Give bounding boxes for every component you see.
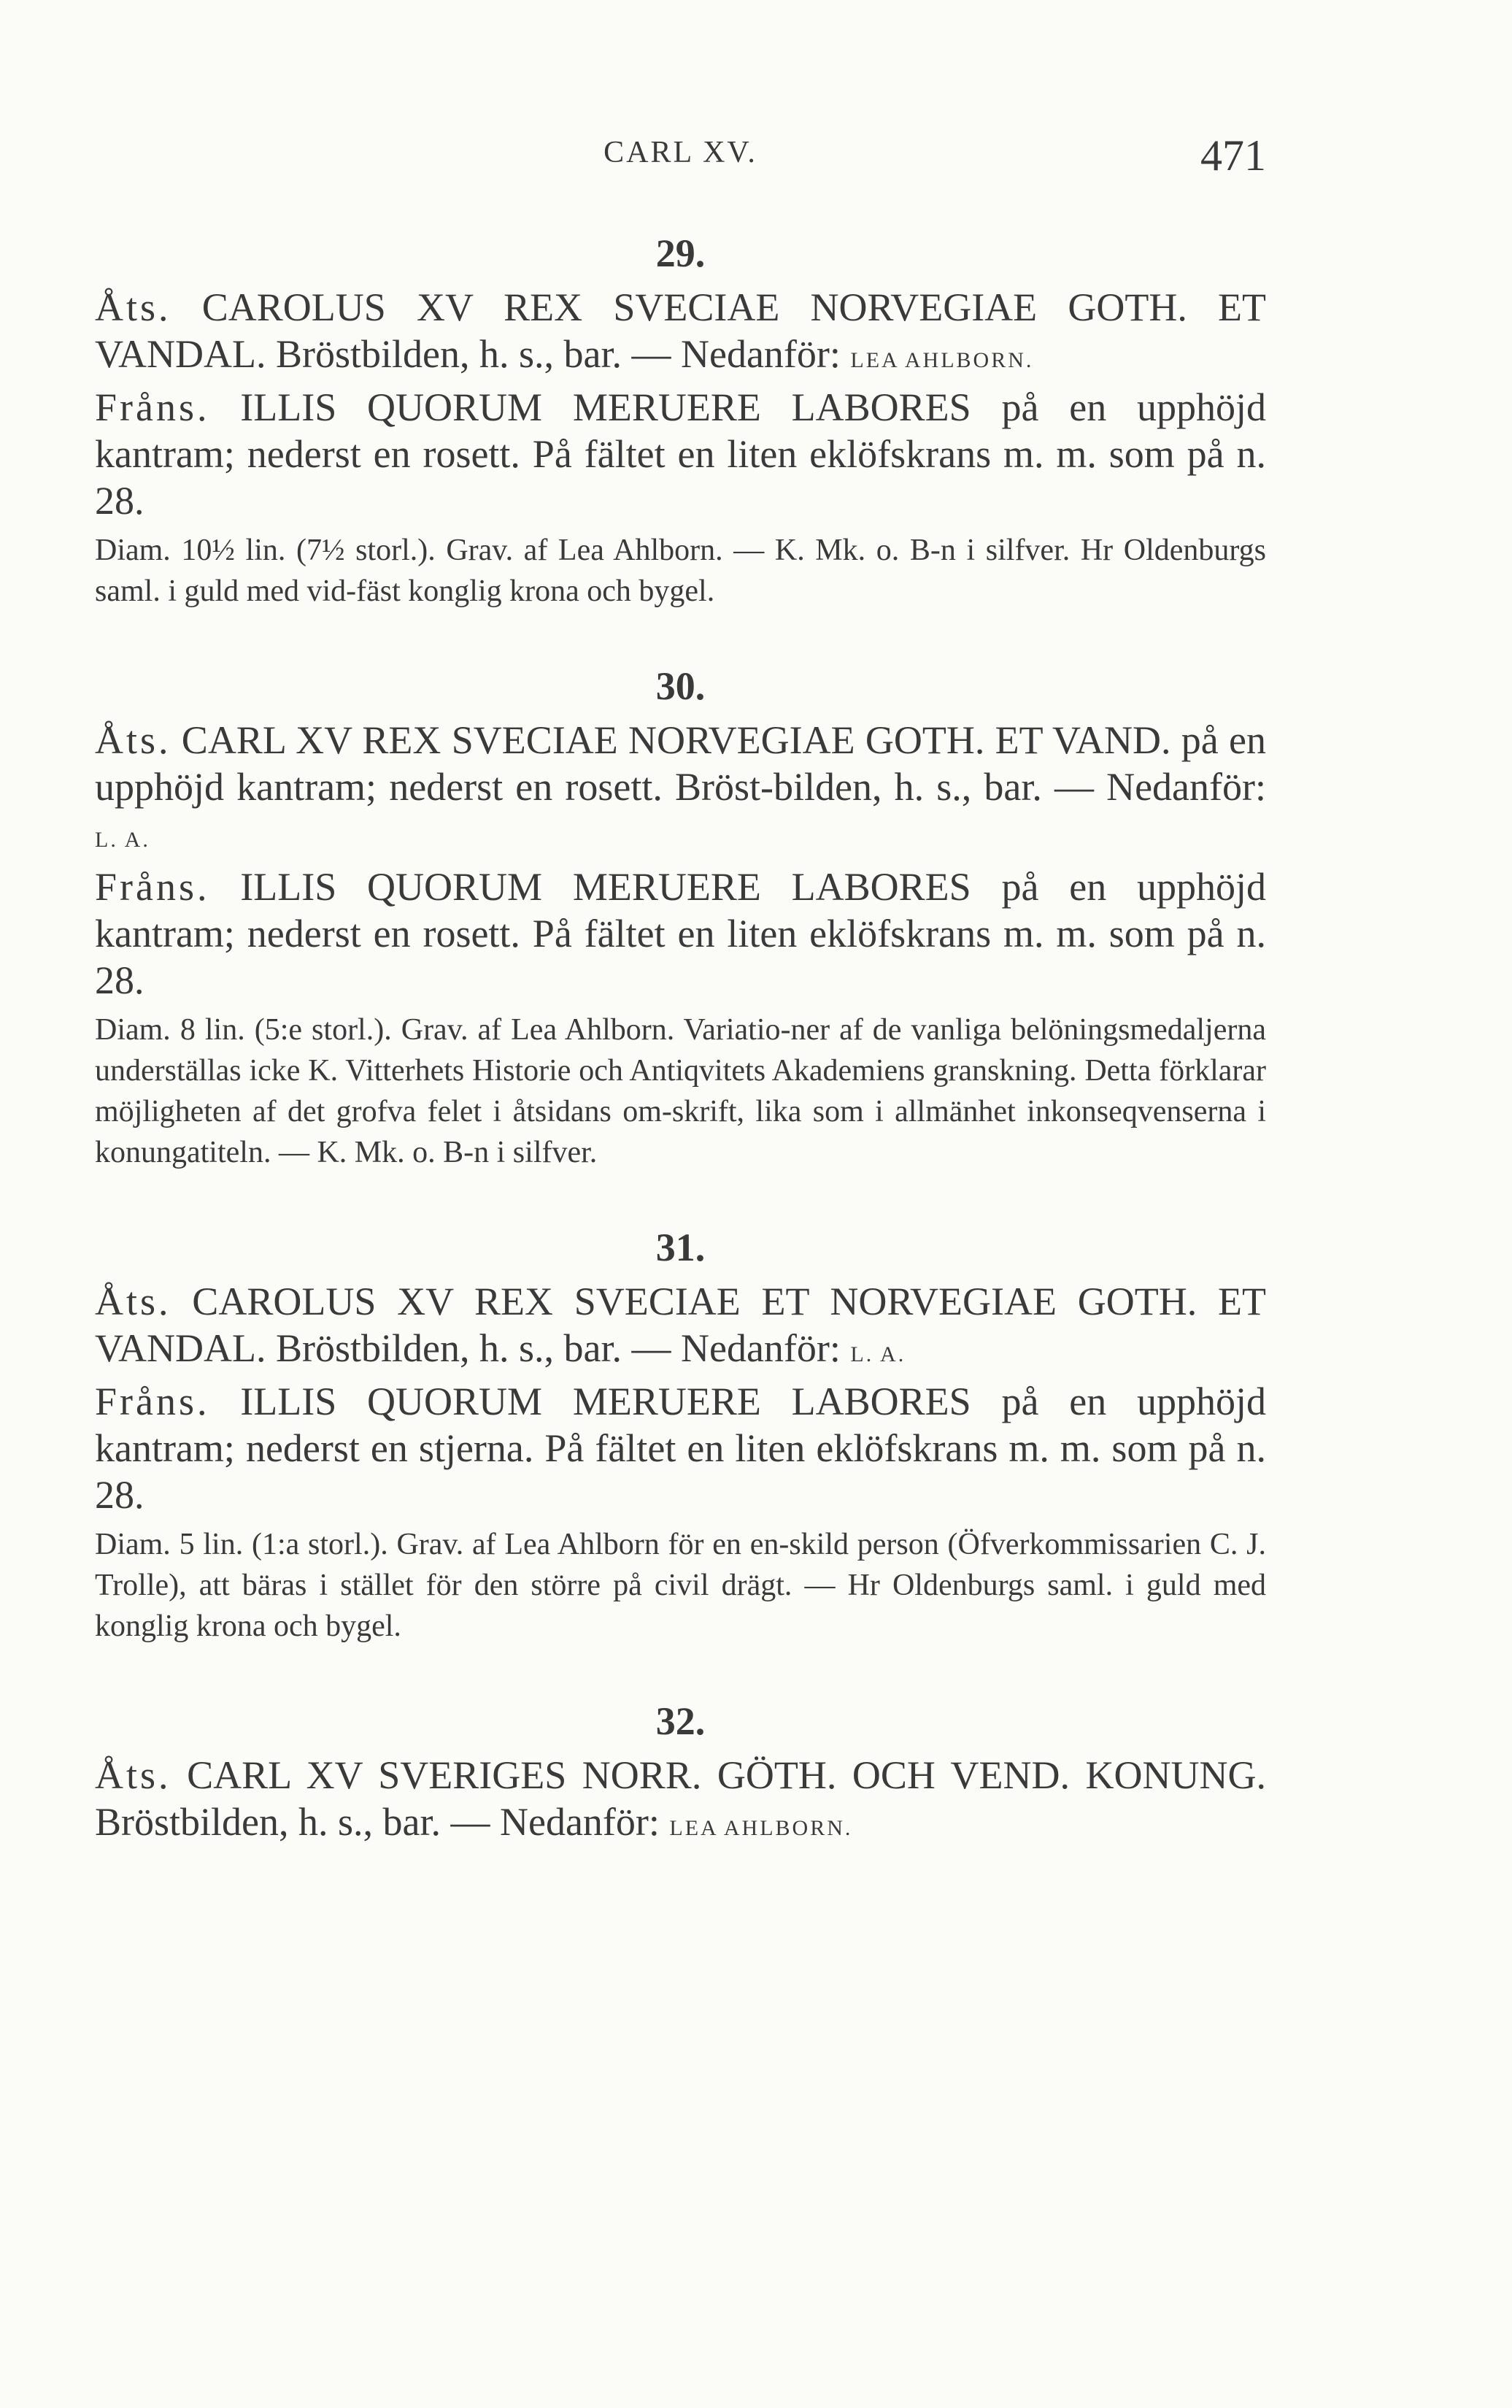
reverse-label: Fråns. xyxy=(95,865,210,909)
running-title: CARL XV. xyxy=(603,136,757,169)
engraver-signature: L. A. xyxy=(850,1342,906,1366)
obverse-label: Åts. xyxy=(95,718,171,762)
engraver-signature: LEA AHLBORN. xyxy=(669,1816,853,1840)
obverse-label: Åts. xyxy=(95,285,171,329)
entry-notes: Diam. 10½ lin. (7½ storl.). Grav. af Lea Ahlborn. — K. Mk. o. B-n i silfver. Hr Oldenburgs saml. i guld med vid-fäst konglig krona och bygel. xyxy=(95,534,1266,608)
catalogue-entry xyxy=(95,1217,1266,1647)
obverse-text: CARL XV SVERIGES NORR. GÖTH. OCH VEND. KONUNG. Bröstbilden, h. s., bar. — Nedanför: xyxy=(95,1753,1266,1844)
reverse-text: ILLIS QUORUM MERUERE LABORES på en upphöjd kantram; nederst en stjerna. På fältet en liten eklöfskrans m. m. som på n. 28. xyxy=(95,1380,1266,1517)
obverse-text: CAROLUS XV REX SVECIAE ET NORVEGIAE GOTH. ET VANDAL. Bröstbilden, h. s., bar. — Nedanför: xyxy=(95,1280,1266,1370)
obverse-description xyxy=(95,284,1266,384)
reverse-description xyxy=(95,863,1266,1004)
entry-notes: Diam. 5 lin. (1:a storl.). Grav. af Lea Ahlborn för en en-skild person (Öfverkommissarien C. J. Trolle), att bäras i stället för den större på civil drägt. — Hr Oldenburgs saml. i guld med konglig krona och bygel. xyxy=(95,1528,1266,1643)
reverse-text: ILLIS QUORUM MERUERE LABORES på en upphöjd kantram; nederst en rosett. På fältet en liten eklöfskrans m. m. som på n. 28. xyxy=(95,385,1266,523)
catalogue-entries xyxy=(95,223,1266,1896)
obverse-description xyxy=(95,717,1266,863)
obverse-label: Åts. xyxy=(95,1753,171,1797)
reverse-label: Fråns. xyxy=(95,385,210,429)
obverse-description xyxy=(95,1752,1266,1852)
entry-notes: Diam. 8 lin. (5:e storl.). Grav. af Lea Ahlborn. Variatio-ner af de vanliga belöningsmedaljerna underställas icke K. Vitterhets Historie och Antiqvitets Akademiens granskning. Detta förklarar möjligheten af det grofva felet i åtsidans om-skrift, lika som i allmänhet inkonseqvenserna i konungatiteln. — K. Mk. o. B-n i silfver. xyxy=(95,1013,1266,1169)
entry-number: 32. xyxy=(655,1699,706,1743)
obverse-description xyxy=(95,1278,1266,1378)
page-number: 471 xyxy=(1200,131,1266,180)
reverse-text: ILLIS QUORUM MERUERE LABORES på en upphöjd kantram; nederst en rosett. På fältet en liten eklöfskrans m. m. som på n. 28. xyxy=(95,865,1266,1002)
entry-number: 30. xyxy=(655,664,706,708)
engraver-signature: L. A. xyxy=(95,828,150,852)
reverse-description xyxy=(95,384,1266,524)
catalogue-entry xyxy=(95,223,1266,612)
engraver-signature: LEA AHLBORN. xyxy=(850,348,1034,372)
reverse-description xyxy=(95,1378,1266,1518)
entry-number: 29. xyxy=(655,231,706,275)
catalogue-entry xyxy=(95,655,1266,1173)
reverse-label: Fråns. xyxy=(95,1380,210,1423)
page-header xyxy=(95,131,1266,193)
obverse-text: CAROLUS XV REX SVECIAE NORVEGIAE GOTH. ET VANDAL. Bröstbilden, h. s., bar. — Nedanför: xyxy=(95,285,1266,376)
obverse-label: Åts. xyxy=(95,1280,171,1323)
entry-number: 31. xyxy=(655,1226,706,1269)
obverse-text: CARL XV REX SVECIAE NORVEGIAE GOTH. ET VAND. på en upphöjd kantram; nederst en rosett. Bröst-bilden, h. s., bar. — Nedanför: xyxy=(95,718,1266,809)
catalogue-entry xyxy=(95,1690,1266,1852)
